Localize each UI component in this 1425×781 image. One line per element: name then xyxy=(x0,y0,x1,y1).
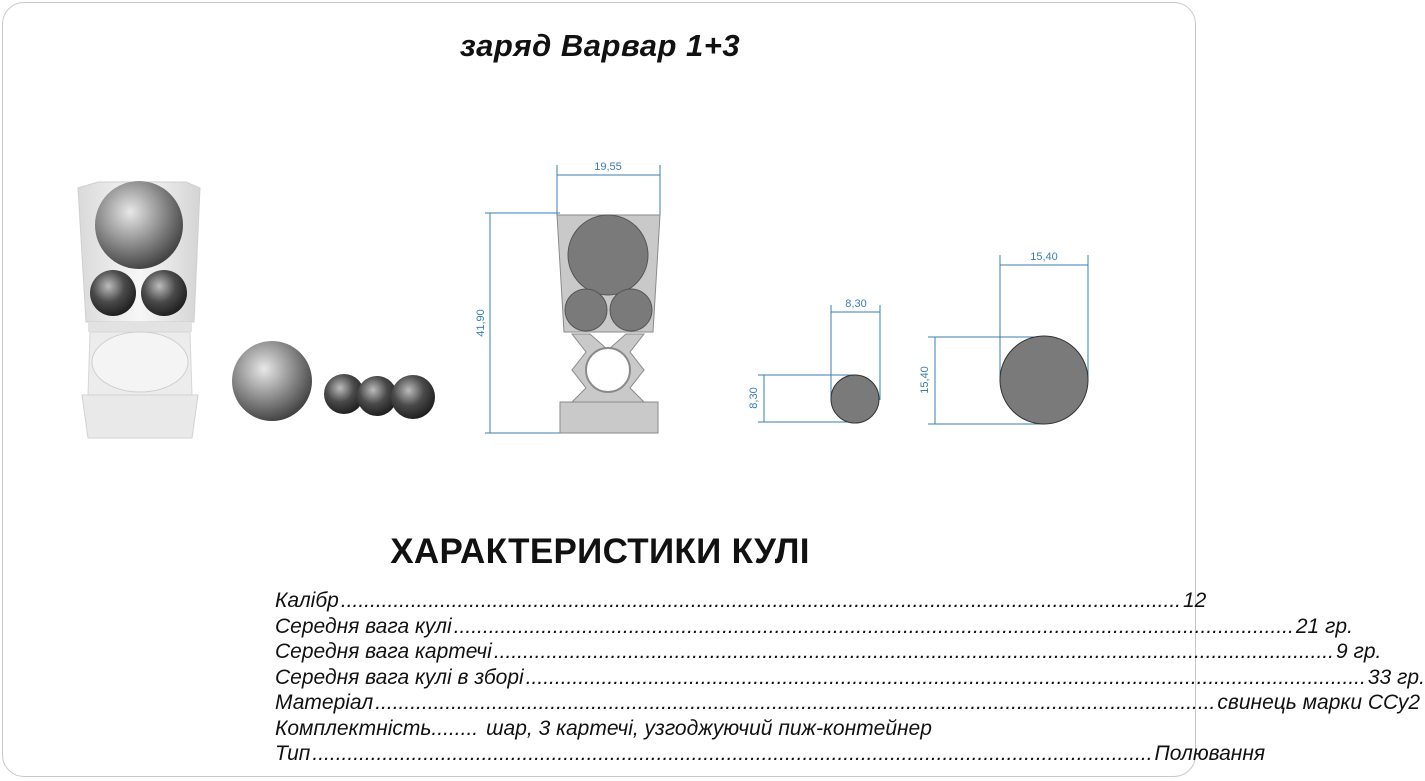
leader-dots: ................................................................................................................................................ xyxy=(453,614,1294,638)
spec-value: 21 гр. xyxy=(1295,614,1353,638)
height-dimension-label: 41,90 xyxy=(475,309,487,337)
small-ball-drawing xyxy=(748,298,880,423)
small-ball-width-label: 8,30 xyxy=(845,298,867,310)
leader-dots: ................................................................................................................................................ xyxy=(525,665,1366,689)
big-ball-drawing xyxy=(919,251,1088,424)
small-ball-height-label: 8,30 xyxy=(748,387,760,409)
spec-label: Калібр xyxy=(275,589,339,612)
spec-label: Середня вага кулі в зборі xyxy=(275,665,524,689)
spec-row-material xyxy=(275,690,1421,716)
spec-row-contents xyxy=(275,716,1010,742)
wad-container-photo xyxy=(78,181,200,438)
spec-label: Матеріал xyxy=(275,691,374,714)
leader-dots: ................................................................................................................................................ xyxy=(493,640,1334,663)
balls-photo xyxy=(232,341,435,421)
width-dimension-label: 19,55 xyxy=(594,161,622,173)
spec-value: шар, 3 картечі, узгоджуючий пиж-контейнер xyxy=(486,716,932,740)
big-ball-width-label: 15,40 xyxy=(1030,251,1058,263)
spec-value: 9 гр. xyxy=(1335,640,1382,663)
assembly-drawing xyxy=(475,161,660,433)
spec-label: Середня вага кулі xyxy=(275,614,452,638)
spec-label: Середня вага картечі xyxy=(275,640,492,663)
spec-label: Тип xyxy=(275,742,311,765)
spec-row-caliber xyxy=(275,588,1207,614)
leader-dots: ................................................................................................................................................ xyxy=(312,742,1153,765)
spec-value: Полювання xyxy=(1154,742,1266,765)
page-title: заряд Варвар 1+3 xyxy=(459,28,741,63)
section-heading: ХАРАКТЕРИСТИКИ КУЛІ xyxy=(390,532,810,571)
spec-row-assembly-weight xyxy=(275,665,1425,691)
spec-value: 33 гр. xyxy=(1367,665,1425,689)
spec-value: свинець марки ССу2 xyxy=(1217,691,1421,714)
spec-row-buckshot-weight xyxy=(275,639,1382,665)
spec-row-bullet-weight xyxy=(275,614,1353,640)
spec-list xyxy=(275,588,1425,767)
spec-row-type xyxy=(275,741,1266,767)
leader-dots: ................................................................................................................................................ xyxy=(375,691,1216,714)
leader-dots: ................................................................................................................................................ xyxy=(340,589,1181,612)
big-ball-height-label: 15,40 xyxy=(919,366,931,394)
spec-label: Комплектність........ xyxy=(275,716,479,740)
spec-value: 12 xyxy=(1183,589,1207,612)
